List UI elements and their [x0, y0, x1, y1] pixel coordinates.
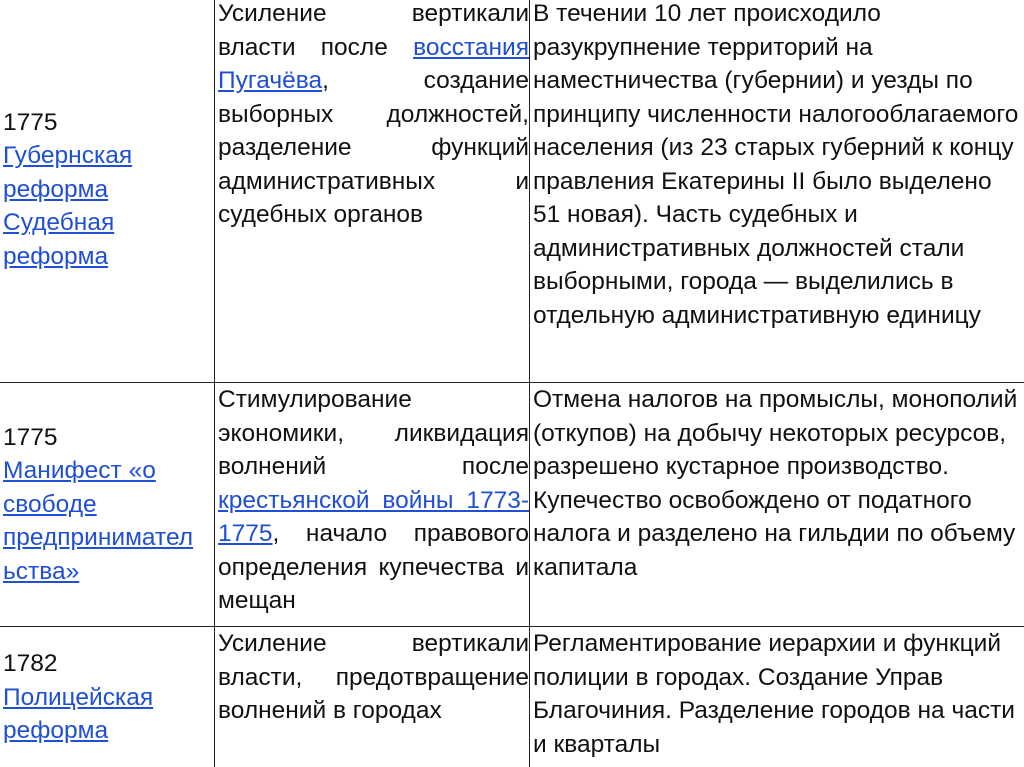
pugachev-uprising-link[interactable]: восстания Пугачёва: [218, 33, 529, 94]
reform-goal-cell: [215, 0, 530, 383]
table-row: [0, 0, 1024, 383]
reform-title-line: реформа: [3, 242, 109, 270]
reform-date-cell: [0, 0, 215, 383]
reform-title-line: Судебная: [3, 209, 115, 237]
reform-date-cell: [0, 383, 215, 627]
reform-content-text: Регламентирование иерархии и функций полиции в городах. Создание Управ Благочиния. Разделение городов на части и кварталы: [533, 630, 1015, 758]
reform-goal-cell: [215, 627, 530, 767]
reform-content-text: В течении 10 лет происходило разукрупнение территорий на наместничества (губернии) и уезды по принципу численности налогооблагаемого населения (из 23 старых губерний к концу правления Екатерины II было выделено 51 новая). Часть судебных и административных должностей стали выборными, города — выделились в отдельную административную единицу: [533, 0, 1019, 329]
reform-title-link[interactable]: [3, 681, 214, 748]
reform-title-line: Полицейская: [3, 683, 154, 711]
reform-title-line: реформа: [3, 717, 109, 744]
reform-goal-text: , создание выборных должностей, разделение функций административных и судебных органов: [218, 67, 529, 228]
reform-title-link[interactable]: [3, 139, 214, 273]
reform-year: 1775: [3, 108, 58, 136]
reform-goal-text: Стимулирование экономики, ликвидация волнений после: [218, 386, 529, 480]
reform-year: 1775: [3, 423, 58, 451]
reform-content-cell: [530, 627, 1024, 767]
reform-goal-cell: [215, 383, 530, 627]
reform-title-line: свободе: [3, 490, 97, 518]
reform-content-cell: [530, 0, 1024, 383]
table-row: [0, 383, 1024, 627]
reform-date-cell: [0, 627, 215, 767]
reform-title-line: ьства»: [3, 557, 80, 585]
reform-title-line: Губернская: [3, 142, 133, 170]
reform-content-text: Отмена налогов на промыслы, монополий (откупов) на добычу некоторых ресурсов, разрешено кустарное производство. Купечество освобождено от податного налога и разделено на гильдии по объему капитала: [533, 386, 1018, 581]
reform-title-line: предпринимател: [3, 524, 194, 552]
reform-goal-text: Усиление вертикали власти после: [218, 0, 529, 61]
reform-title-line: реформа: [3, 175, 109, 203]
reform-year: 1782: [3, 650, 58, 677]
reform-goal-text: , начало правового определения купечества и мещан: [218, 520, 529, 614]
peasant-war-link[interactable]: крестьянской войны 1773-1775: [218, 486, 529, 547]
reform-title-link[interactable]: [3, 454, 214, 588]
reform-title-line: Манифест «о: [3, 457, 156, 485]
reform-content-cell: [530, 383, 1024, 627]
table-row: [0, 627, 1024, 767]
reform-goal-text: Усиление вертикали власти, предотвращение волнений в городах: [218, 630, 529, 724]
